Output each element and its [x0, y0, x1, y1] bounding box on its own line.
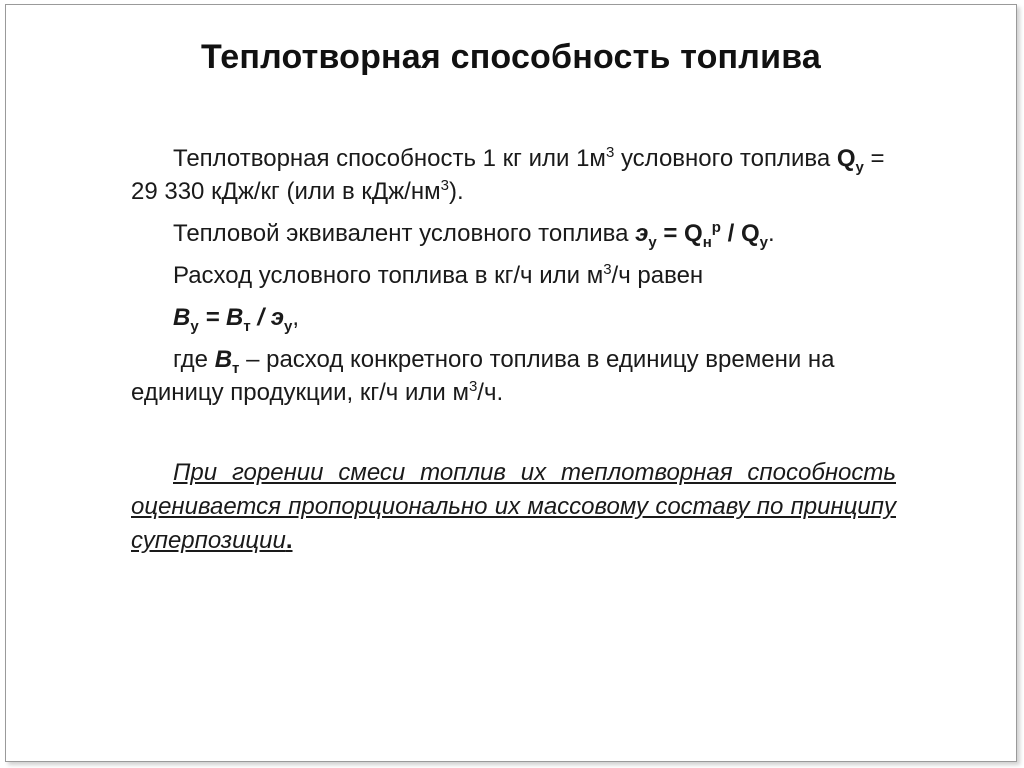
paragraph-calorific-value: [131, 142, 896, 208]
p2-slash: / Q: [720, 220, 760, 247]
q-symbol: Q: [836, 145, 856, 172]
p1-sup-a: 3: [605, 144, 615, 161]
qn-subscript: н: [702, 234, 712, 251]
formula-by: [131, 301, 896, 334]
bt-subscript: т: [243, 318, 251, 335]
p4-end: ,: [292, 304, 299, 331]
paragraph-where: [131, 343, 896, 409]
p5-sup-b: 3: [468, 378, 478, 395]
note-end: .: [285, 527, 293, 554]
superposition-note: [131, 456, 896, 558]
qy-subscript: у: [759, 234, 768, 251]
p3-sup-a: 3: [603, 261, 612, 278]
bt-symbol: В: [214, 346, 233, 373]
paragraph-fuel-consumption: [131, 259, 896, 292]
e-subscript: у: [648, 234, 657, 251]
p1-text-c: = 29 330 кДж/кг (или в кДж/нм: [131, 145, 885, 205]
note-text: При горении смеси топлив их теплотворная способность оценивается пропорционально их массовому составу по принципу суперпозиции: [131, 459, 896, 554]
slide-title: Теплотворная способность топлива: [201, 38, 821, 76]
qn-superscript: р: [711, 219, 721, 236]
p3-text-b: /ч равен: [611, 262, 704, 289]
p4-e-subscript: у: [283, 318, 293, 335]
b-symbol: В: [173, 304, 191, 331]
slide: [5, 4, 1017, 762]
p5-text-c: /ч.: [477, 379, 504, 406]
p1-text-a: Теплотворная способность 1 кг или 1м: [173, 145, 606, 172]
slide-body: [131, 142, 896, 418]
p1-text-d: ).: [448, 178, 464, 205]
p2-eq: = Q: [656, 220, 703, 247]
p5-text-b: – расход конкретного топлива в единицу времени на единицу продукции, кг/ч или м: [131, 346, 835, 406]
p5-bt-subscript: т: [232, 360, 240, 377]
p3-text-a: Расход условного топлива в кг/ч или м: [173, 262, 604, 289]
p4-slash: / э: [250, 304, 284, 331]
p2-end: .: [767, 220, 775, 247]
p5-text-a: где: [173, 346, 215, 373]
p1-sup-c: 3: [440, 177, 449, 194]
q-subscript: у: [855, 159, 864, 176]
e-symbol: э: [635, 220, 649, 247]
b-subscript: у: [190, 318, 199, 335]
p4-eq: = В: [198, 304, 244, 331]
paragraph-heat-equivalent: [131, 217, 896, 250]
p2-text-a: Тепловой эквивалент условного топлива: [173, 220, 636, 247]
p1-text-b: условного топлива: [614, 145, 837, 172]
